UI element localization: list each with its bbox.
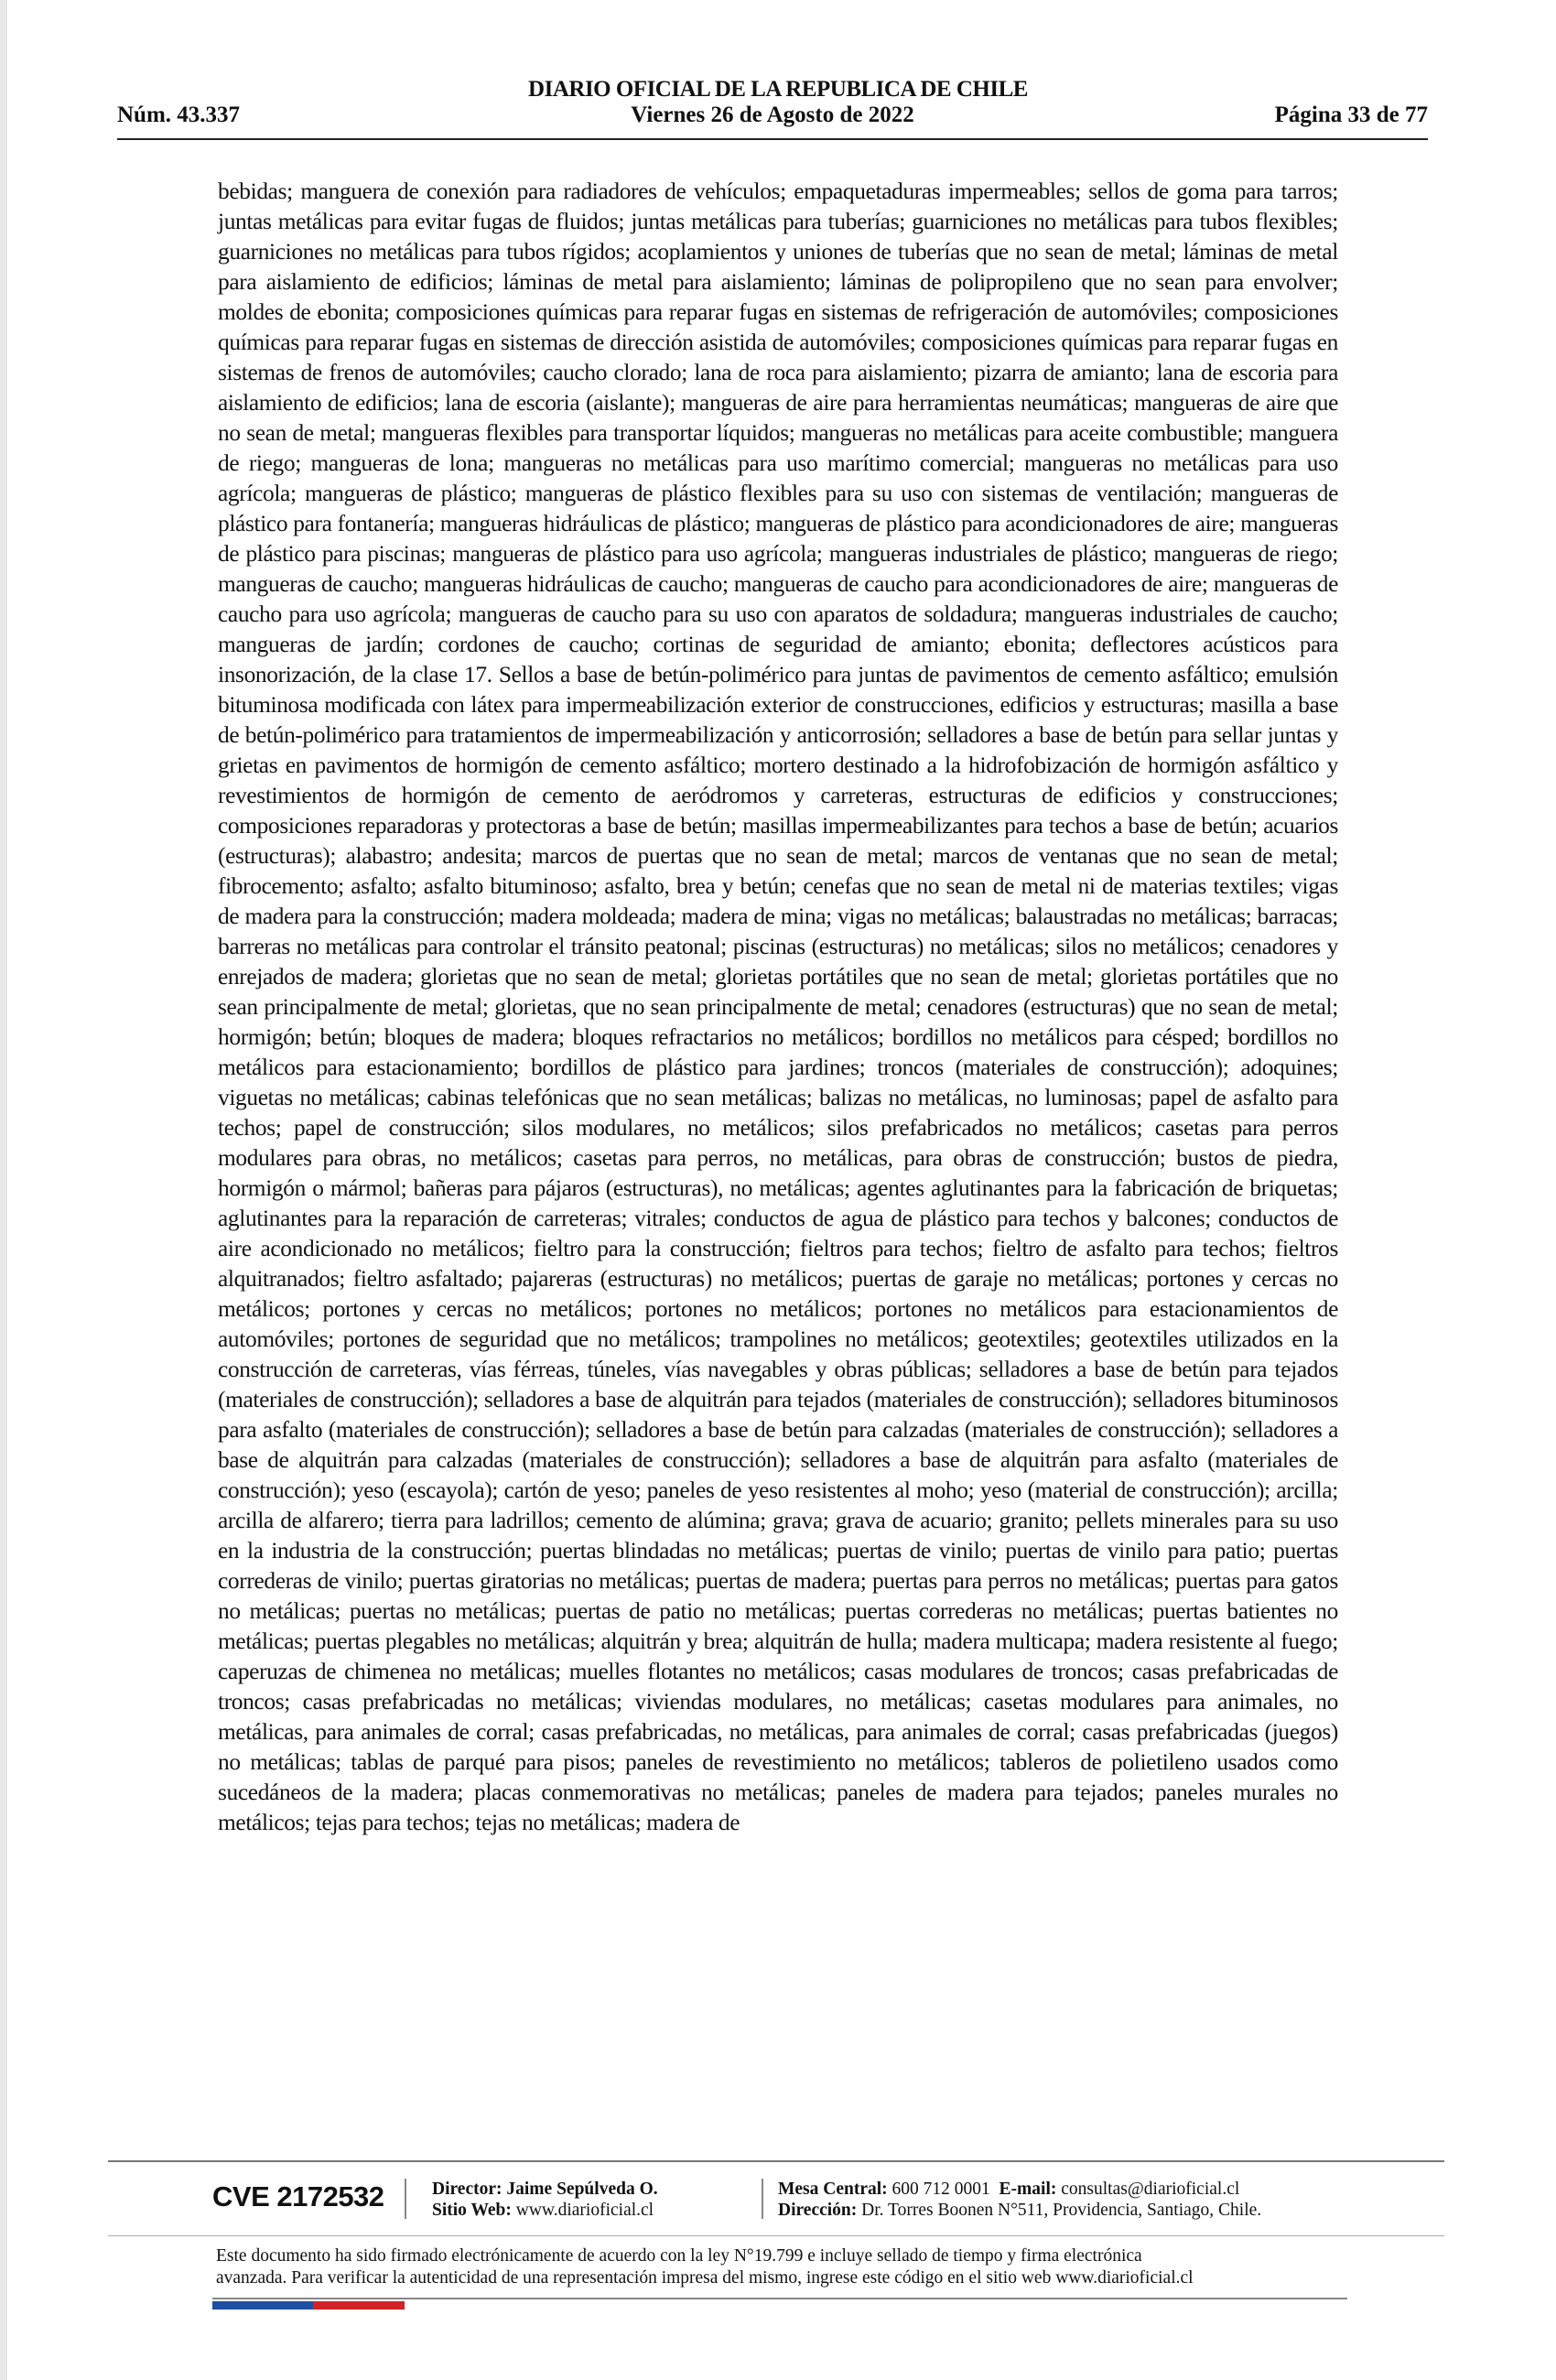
mesa-phone: 600 712 0001 [891, 2180, 990, 2199]
footer-divider-bottom [212, 2298, 1347, 2299]
body-paragraph: bebidas; manguera de conexión para radiadores de vehículos; empaquetaduras impermeables; sellos de goma para tarros; juntas metálicas para evitar fugas de fluidos; juntas metálicas para tuberías; guarniciones no metálicas para tubos flexibles; guarniciones no metálicas para tubos rígidos; acoplamientos y uniones de tuberías que no sean de metal; láminas de metal para aislamiento de edificios; láminas de metal para aislamiento; láminas de polipropileno que no sean para envolver; moldes de ebonita; composiciones químicas para reparar fugas en sistemas de refrigeración de automóviles; composiciones químicas para reparar fugas en sistemas de dirección asistida de automóviles; composiciones químicas para reparar fugas en sistemas de frenos de automóviles; caucho clorado; lana de roca para aislamiento; pizarra de amianto; lana de escoria para aislamiento de edificios; lana de escoria (aislante); mangueras de aire para herramientas neumáticas; mangueras de aire que no sean de metal; mangueras flexibles para transportar líquidos; mangueras no metálicas para aceite combustible; manguera de riego; mangueras de lona; mangueras no metálicas para uso marítimo comercial; mangueras no metálicas para uso agrícola; mangueras de plástico; mangueras de plástico flexibles para su uso con sistemas de ventilación; mangueras de plástico para fontanería; mangueras hidráulicas de plástico; mangueras de plástico para acondicionadores de aire; mangueras de plástico para piscinas; mangueras de plástico para uso agrícola; mangueras industriales de plástico; mangueras de riego; mangueras de caucho; mangueras hidráulicas de caucho; mangueras de caucho para acondicionadores de aire; mangueras de caucho para uso agrícola; mangueras de caucho para su uso con aparatos de soldadura; mangueras industriales de caucho; mangueras de jardín; cordones de caucho; cortinas de seguridad de amianto; ebonita; deflectores acústicos para insonorización, de la clase 17. Sellos a base de betún-polimérico para juntas de pavimentos de cemento asfáltico; emulsión bituminosa modificada con látex para impermeabilización exterior de construcciones, edificios y estructuras; masilla a base de betún-polimérico para tratamientos de impermeabilización y anticorrosión; selladores a base de betún para sellar juntas y grietas en pavimentos de hormigón de cemento asfáltico; mortero destinado a la hidrofobización de hormigón asfáltico y revestimientos de hormigón de cemento de aeródromos y carreteras, estructuras de edificios y construcciones; composiciones reparadoras y protectoras a base de betún; masillas impermeabilizantes para techos a base de betún; acuarios (estructuras); alabastro; andesita; marcos de puertas que no sean de metal; marcos de ventanas que no sean de metal; fibrocemento; asfalto; asfalto bituminoso; asfalto, brea y betún; cenefas que no sean de metal ni de materias textiles; vigas de madera para la construcción; madera moldeada; madera de mina; vigas no metálicas; balaustradas no metálicas; barracas; barreras no metálicas para controlar el tránsito peatonal; piscinas (estructuras) no metálicas; silos no metálicos; cenadores y enrejados de madera; glorietas que no sean de metal; glorietas portátiles que no sean de metal; glorietas portátiles que no sean principalmente de metal; glorietas, que no sean principalmente de metal; cenadores (estructuras) que no sean de metal; hormigón; betún; bloques de madera; bloques refractarios no metálicos; bordillos no metálicos para césped; bordillos no metálicos para estacionamiento; bordillos de plástico para jardines; troncos (materiales de construcción); adoquines; viguetas no metálicas; cabinas telefónicas que no sean metálicas; balizas no metálicas, no luminosas; papel de asfalto para techos; papel de construcción; silos modulares, no metálicos; silos prefabricados no metálicos; casetas para perros modulares para obras, no metálicos; casetas para perros, no metálicas, para obras de construcción; bustos de piedra, hormigón o mármol; bañeras para pájaros (estructuras), no metálicas; agentes aglutinantes para la fabricación de briquetas; aglutinantes para la reparación de carreteras; vitrales; conductos de agua de plástico para techos y balcones; conductos de aire acondicionado no metálicos; fieltro para la construcción; fieltros para techos; fieltro de asfalto para techos; fieltros alquitranados; fieltro asfaltado; pajareras (estructuras) no metálicos; puertas de garaje no metálicas; portones y cercas no metálicos; portones y cercas no metálicos; portones no metálicos; portones no metálicos para estacionamientos de automóviles; portones de seguridad que no metálicos; trampolines no metálicos; geotextiles; geotextiles utilizados en la construcción de carreteras, vías férreas, túneles, vías navegables y obras públicas; selladores a base de betún para tejados (materiales de construcción); selladores a base de alquitrán para tejados (materiales de construcción); selladores bituminosos para asfalto (materiales de construcción); selladores a base de betún para calzadas (materiales de construcción); selladores a base de alquitrán para calzadas (materiales de construcción); selladores a base de alquitrán para asfalto (materiales de construcción); yeso (escayola); cartón de yeso; paneles de yeso resistentes al moho; yeso (material de construcción); arcilla; arcilla de alfarero; tierra para ladrillos; cemento de alúmina; grava; grava de acuario; granito; pellets minerales para su uso en la industria de la construcción; puertas blindadas no metálicas; puertas de vinilo; puertas de vinilo para patio; puertas correderas de vinilo; puertas giratorias no metálicas; puertas de madera; puertas para perros no metálicas; puertas para gatos no metálicas; puertas no metálicas; puertas de patio no metálicas; puertas correderas no metálicas; puertas batientes no metálicas; puertas plegables no metálicas; alquitrán y brea; alquitrán de hulla; madera multicapa; madera resistente al fuego; caperuzas de chimenea no metálicas; muelles flotantes no metálicos; casas modulares de troncos; casas prefabricadas de troncos; casas prefabricadas no metálicas; viviendas modulares, no metálicas; casetas modulares para animales, no metálicas, para animales de corral; casas prefabricadas, no metálicas, para animales de corral; casas prefabricadas (juegos) no metálicas; tablas de parqué para pisos; paneles de revestimiento no metálicos; tableros de polietileno usados como sucedáneos de la madera; placas conmemorativas no metálicas; paneles de madera para tejados; paneles murales no metálicos; tejas para techos; tejas no metálicas; madera de [218, 178, 1338, 1835]
footer-separator [405, 2179, 406, 2219]
newspaper-title: DIARIO OFICIAL DE LA REPUBLICA DE CHILE [528, 77, 1028, 102]
legal-notice [216, 2245, 1360, 2289]
footer-contact-block [778, 2179, 1261, 2221]
footer-director-block [432, 2179, 658, 2221]
email-label: E-mail: [999, 2180, 1057, 2199]
legal-line-1: Este documento ha sido firmado electrónicamente de acuerdo con la ley N°19.799 e incluye sellado de tiempo y firma electrónica [216, 2246, 1142, 2266]
director-name: Jaime Sepúlveda O. [506, 2180, 658, 2199]
footer-divider-mid [108, 2235, 1444, 2236]
page-number: Página 33 de 77 [1274, 103, 1428, 127]
flag-stripe-blue [212, 2301, 313, 2310]
header-row [117, 103, 1428, 134]
web-link[interactable]: www.diarioficial.cl [515, 2201, 654, 2220]
footer-separator [762, 2179, 763, 2219]
cve-code: CVE 2172532 [212, 2180, 384, 2212]
issue-date: Viernes 26 de Agosto de 2022 [631, 103, 914, 127]
flag-stripe [212, 2301, 405, 2310]
address-value: Dr. Torres Boonen N°511, Providencia, Santiago, Chile. [861, 2201, 1262, 2220]
page-edge-shadow [0, 0, 7, 2380]
director-label: Director: [432, 2180, 502, 2199]
email-link[interactable]: consultas@diarioficial.cl [1061, 2180, 1240, 2199]
web-label: Sitio Web: [432, 2201, 512, 2220]
issue-number: Núm. 43.337 [117, 103, 241, 127]
legal-line-2: avanzada. Para verificar la autenticidad de una representación impresa del mismo, ingrese este código en el sitio web www.diarioficial.cl [216, 2268, 1194, 2288]
footer-divider-top [108, 2160, 1444, 2162]
flag-stripe-red [313, 2301, 405, 2310]
address-label: Dirección: [778, 2201, 858, 2220]
mesa-label: Mesa Central: [778, 2180, 888, 2199]
footer-info [212, 2177, 1347, 2228]
header-divider [117, 138, 1428, 140]
